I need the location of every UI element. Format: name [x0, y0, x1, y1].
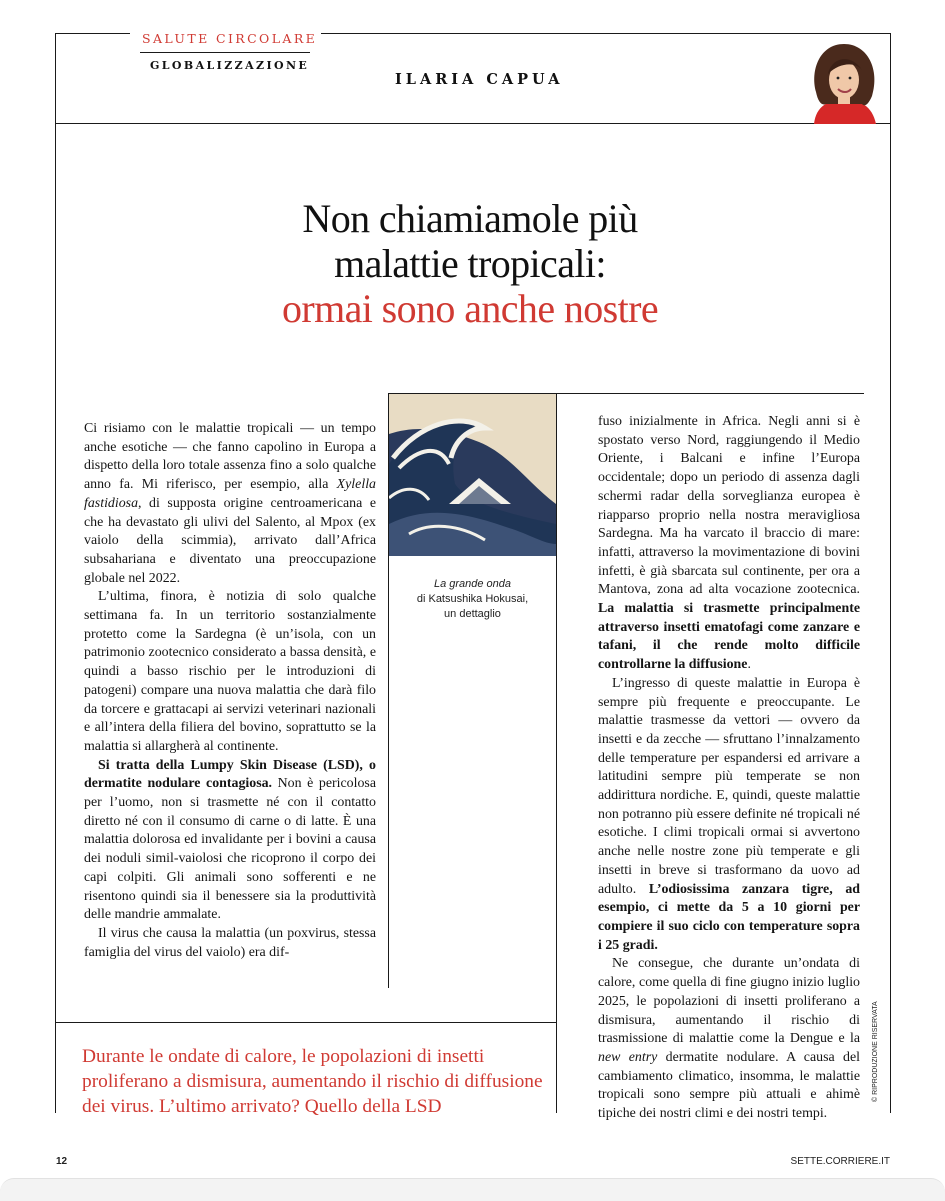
header-bottom-rule [55, 123, 891, 124]
article-column-right: fuso inizialmente in Africa. Negli anni si è spostato verso Nord, raggiungendo il Medio Oriente, i Balcani e infine l’Europa occidentale; dopo un periodo di assenza dagli schermi radar della sorveglianza europea è riapparso proprio nella nostra meravigliosa Sardegna. Ma ha varcato il braccio di mare: infatti, attraverso la movimentazione di bovini infetti, è già sbarcata sul continente, per ora a Mantova, zona ad alta vocazione zootecnica. La malattia si trasmette principalmente attraverso insetti ematofagi come zanzare e tafani, il che rende molto difficile controllarne la diffusione. L’ingresso di queste malattie in Europa è sempre più frequente e preoccupante. Le malattie trasmesse da vettori — ovvero da insetti e da zecche — sfruttano l’innalzamento delle temperature per espandersi ed arrivare a latitudini sempre più temperate se non addirittura nordiche. E, quindi, queste malattie non potranno più essere definite né tropicali né esotiche. I climi tropicali ormai si avvertono anche nelle nostre zone più temperate e gli insetti in breve si trasformano da uovo ad adulto. L’odiosissima zanzara tigre, ad esempio, ci mette da 5 a 10 giorni per compiere il suo ciclo con temperature sopra i 25 gradi. Ne consegue, che durante un’ondata di calore, come quella di fine giugno inizio luglio 2025, le popolazioni di insetti proliferano a dismisura, aumentando il rischio di trasmissione di malattie come la Dengue e la new entry dermatite nodulare. A causa del cambiamento climatico, insomma, le malattie tropicali sono sempre più attuali e ahimè tipiche dei nostri climi e dei nostri tempi. [598, 414, 861, 1122]
title-line-3: ormai sono anche nostre [281, 286, 659, 331]
article-title [120, 196, 820, 331]
caption-line-3: un dettaglio [444, 608, 501, 620]
page-number: 12 [56, 1156, 68, 1167]
pull-quote: Durante le ondate di calore, le popolazioni di insetti proliferano a dismisura, aumentando il rischio di diffusione dei virus. L’ultimo arrivato? Quello della LSD [82, 1046, 543, 1117]
column-divider-right [556, 393, 557, 1113]
viewer-bottom-strip [0, 1178, 945, 1201]
article-column-left: Ci risiamo con le malattie tropicali — un tempo anche esotiche — che fanno capolino in Europa a dispetto della loro totale assenza fino a solo qualche anno fa. Mi riferisco, per esempio, alla Xylella fastidiosa, di supposta origine centroamericana e che ha devastato gli ulivi del Salento, al Mpox (ex vaiolo della scimmia), arrivato dall’Africa subsahariana e diventato una preoccupazione globale nel 2022. L’ultima, finora, è notizia di solo qualche settimana fa. In un territorio sostanzialmente protetto come la Sardegna (è un’isola, con un patrimonio zootecnico considerato a bassa densità, e quindi a basso rischio per le introduzioni di patogeni) compare una nuova malattia che darà filo da torcere e grattacapi ai servizi veterinari nazionali e all’intera della filiera del bovino, soprattutto se la malattia si allargherà al continente. Si tratta della Lumpy Skin Disease (LSD), o dermatite nodulare contagiosa. Non è pericolosa per l’uomo, non si trasmette né con il contatto diretto né con il consumo di carne o di latte. È una malattia dolorosa ed invalidante per i bovini a causa dei noduli simil-vaiolosi che ricoprono il corpo dei capi colpiti. Gli animali sono sofferenti e ne risentono quindi sia il benessere sia la produttività delle mandrie ammalate. Il virus che causa la malattia (un poxvirus, stessa famiglia del virus del vaiolo) era dif- [84, 421, 376, 960]
quote-top-rule [55, 1022, 556, 1023]
header-section-underline [140, 52, 310, 53]
caption-title: La grande onda [433, 578, 512, 590]
site-url: SETTE.CORRIERE.IT [790, 1156, 890, 1167]
section-label: SALUTE CIRCOLARE [138, 31, 321, 46]
author-name: ILARIA CAPUA [395, 71, 564, 88]
header-top-rule-left [55, 33, 130, 34]
great-wave-image [389, 394, 556, 556]
frame-left-rule [55, 33, 56, 1113]
title-line-1: Non chiamiamole più [302, 196, 638, 241]
copyright-note: © RIPRODUZIONE RISERVATA [872, 1001, 879, 1102]
image-caption [390, 577, 555, 622]
title-line-2: malattie tropicali: [334, 241, 606, 286]
frame-right-rule [890, 33, 891, 1113]
subsection-label: GLOBALIZZAZIONE [150, 59, 310, 72]
caption-line-2: di Katsushika Hokusai, [416, 593, 529, 605]
author-portrait [806, 40, 882, 124]
header-top-rule-right [318, 33, 891, 34]
